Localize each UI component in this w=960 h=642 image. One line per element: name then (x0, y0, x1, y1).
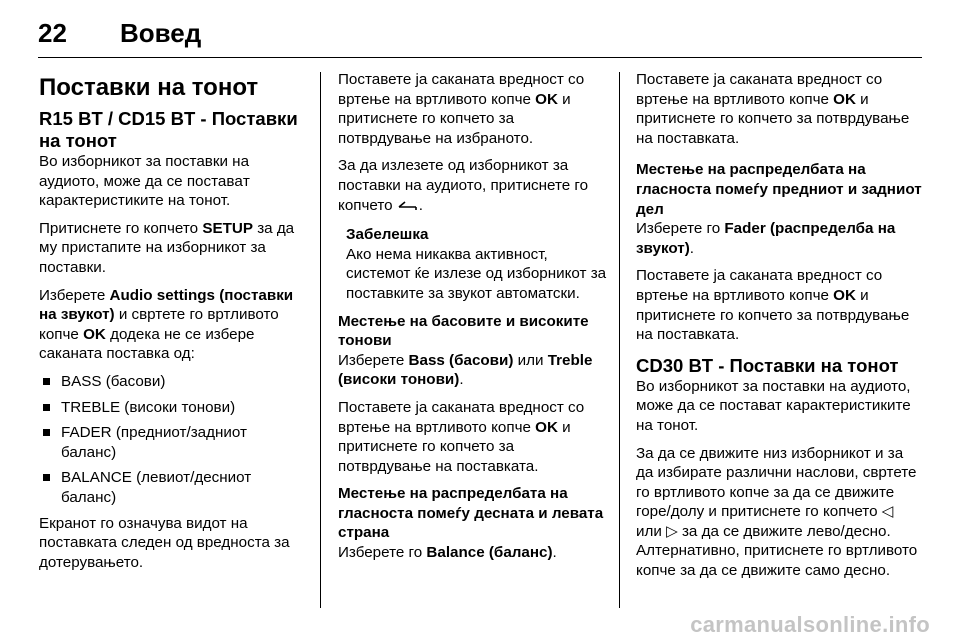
paragraph: Поставете ја саканата вредност со вртење на вртливото копче OK и притиснете го копчето за потврдување на поставката. (636, 71, 910, 147)
page-number: 22 (38, 18, 67, 48)
column-divider (320, 72, 321, 608)
section-title: Вовед (120, 18, 202, 48)
paragraph: Притиснете го копчето SETUP за да му пристапите на изборникот за поставки. (39, 219, 295, 276)
paragraph: Изберете Audio settings (поставки на звукот) и свртете го вртливото копче OK додека не се избере саканата поставка од: (39, 286, 294, 363)
watermark: carmanualsonline.info (690, 612, 930, 637)
column-1 (39, 70, 305, 580)
list-item: BALANCE (левиот/десниот баланс) (39, 468, 305, 507)
subheading: Местење на басовите и високите тонови (338, 312, 589, 350)
page-header (38, 14, 922, 58)
bullet-square-icon (43, 404, 50, 411)
subsection-heading: CD30 BT - Поставки на тонот (636, 354, 899, 376)
bullet-square-icon (43, 429, 50, 436)
subheading: Местење на распределбата на гласноста помеѓу предниот и задниот дел (636, 161, 922, 218)
paragraph: Изберете Bass (басови) или Treble (високи тонови). (338, 351, 593, 389)
subheading: Местење на распределбата на гласноста помеѓу десната и левата страна (338, 485, 604, 542)
paragraph: За да излезете од изборникот за поставки на аудиото, притиснете го копчето . (338, 156, 610, 217)
list-item: BASS (басови) (39, 372, 305, 392)
paragraph: Поставете ја саканата вредност со вртење на вртливото копче OK и притиснете го копчето за потврдување на поставката. (636, 267, 910, 344)
header-rule (38, 57, 922, 58)
paragraph: Екранот го означува видот на поставката следен од вредноста за дотерувањето. (39, 514, 290, 571)
column-divider (619, 72, 620, 608)
paragraph: Изберете го Balance (баланс). (338, 544, 557, 562)
paragraph: Во изборникот за поставки на аудиото, може да се поставaт карактеристиките на тонот. (39, 153, 250, 210)
list-item: TREBLE (високи тонови) (39, 398, 305, 418)
list-item: FADER (предниот/задниот баланс) (39, 423, 305, 462)
paragraph: Изберете го Fader (распределба на звукот). (636, 220, 896, 257)
note-title: Забелешка (346, 226, 429, 244)
subsection-heading: R15 BT / CD15 BT - Поставки на тонот (39, 108, 298, 151)
column-3 (636, 70, 922, 589)
back-arrow-icon (397, 198, 419, 218)
left-triangle-icon: ◁ (881, 503, 894, 521)
note-box (338, 225, 610, 303)
bullet-square-icon (43, 378, 50, 385)
settings-list (39, 372, 305, 508)
column-2 (338, 70, 610, 571)
paragraph: Во изборникот за поставки на аудиото, може да се постават карактеристиките на тонот. (636, 377, 911, 434)
paragraph: Поставете ја саканата вредност со вртење на вртливото копче OK и притиснете го копчето за потврдување на поставката. (338, 398, 585, 475)
right-triangle-icon: ▷ (666, 522, 678, 540)
paragraph: За да се движите низ изборникот и за да избирате различни наслови, свртете го вртливото копче за да се движите горе/долу и притиснете го копчето ◁ или ▷ за да се движите лево/десно. Алтернативно, притиснете го вртливото копче за да се движите само десно. (636, 444, 918, 580)
note-text: Ако нема никаква активност, системот ќе излезе од изборникот за поставките за звукот автоматски. (346, 245, 607, 302)
main-heading: Поставки на тонот (39, 74, 259, 101)
bullet-square-icon (43, 474, 50, 481)
paragraph: Поставете ја саканата вредност со вртење на вртливото копче OK и притиснете го копчето за потврдување на избраното. (338, 71, 585, 147)
